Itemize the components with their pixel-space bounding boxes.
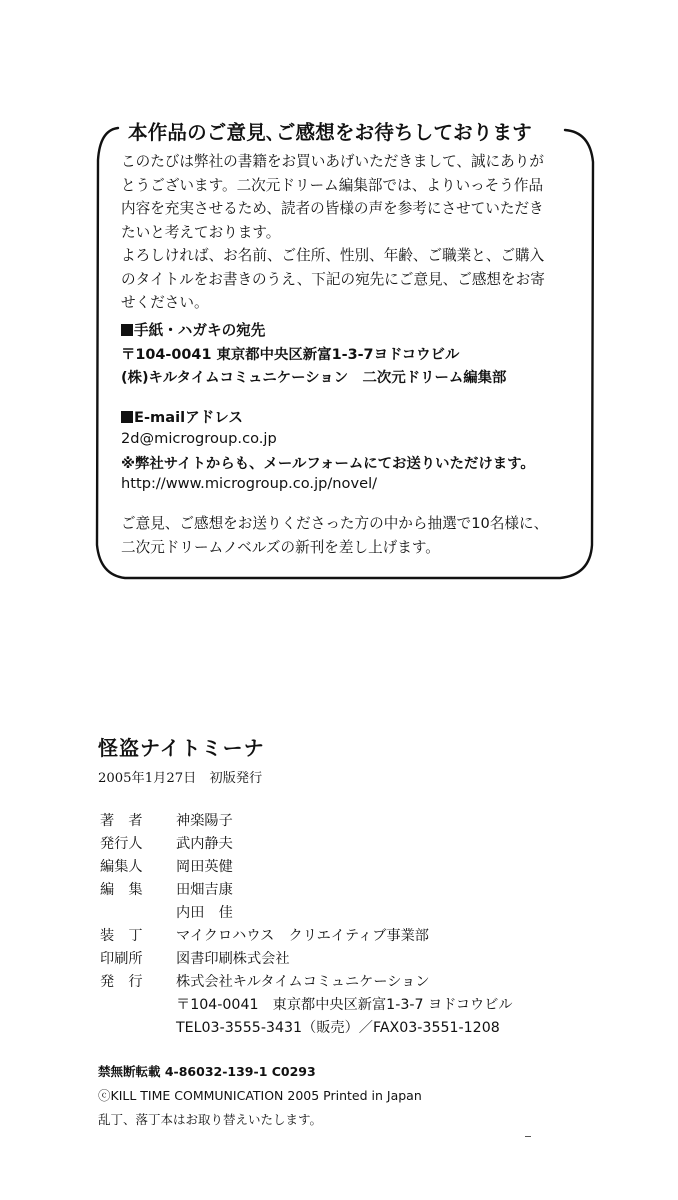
intro-line: このたびは弊社の書籍をお買いあげいただきまして、誠にありが — [121, 153, 544, 170]
credit-value: マイクロハウス クリエイティブ事業部 — [176, 928, 429, 944]
intro-line: とうございます。二次元ドリーム編集部では、よりいっそう作品 — [121, 176, 544, 194]
intro-line: のタイトルをお書きのうえ、下記の宛先にご意見、ご感想をお寄 — [121, 270, 545, 288]
email-heading — [121, 406, 243, 427]
mail-company: (株)キルタイムコミュニケーション 二次元ドリーム編集部 — [121, 370, 507, 386]
intro-line: たいと考えております。 — [121, 223, 281, 241]
credit-value: 武内静夫 — [176, 836, 233, 852]
square-bullet-icon — [121, 411, 133, 423]
website-url: http://www.microgroup.co.jp/novel/ — [121, 475, 378, 492]
lottery-note — [121, 512, 548, 559]
intro-line: せください。 — [121, 294, 209, 311]
credit-value: TEL03-3555-3431（販売）／FAX03-3551-1208 — [176, 1020, 500, 1036]
mail-address: 〒104-0041 東京都中央区新富1-3-7ヨドコウビル — [121, 347, 460, 363]
credit-label: 著 者 — [100, 813, 143, 829]
book-title: 怪盗ナイトミーナ — [98, 736, 265, 760]
mail-heading — [121, 319, 265, 340]
credit-value: 内田 佳 — [176, 905, 233, 921]
credit-value: 田畑吉康 — [176, 882, 233, 898]
credit-label: 装 丁 — [100, 928, 143, 944]
email-note: ※弊社サイトからも、メールフォームにてお送りいただけます。 — [121, 456, 535, 472]
mail-heading-label: 手紙・ハガキの宛先 — [134, 322, 266, 339]
credit-value: 株式会社キルタイムコミュニケーション — [176, 974, 430, 990]
credit-label: 発行人 — [100, 836, 143, 852]
scan-dot — [525, 1136, 531, 1137]
credit-value: 岡田英健 — [176, 859, 233, 875]
feedback-intro — [121, 150, 545, 315]
intro-line: 内容を充実させるため、読者の皆様の声を参考にさせていただき — [121, 200, 544, 217]
lottery-line: ご意見、ご感想をお送りくださった方の中から抽選で10名様に、 — [121, 515, 549, 532]
email-address: 2d@microgroup.co.jp — [121, 430, 277, 447]
credit-value: 神楽陽子 — [176, 813, 233, 829]
square-bullet-icon — [121, 324, 133, 336]
email-heading-label: E-mailアドレス — [134, 409, 244, 426]
intro-line: よろしければ、お名前、ご住所、性別、年齢、ご職業と、ご購入 — [121, 247, 545, 264]
feedback-title: 本作品のご意見､ご感想をお待ちしております — [122, 117, 538, 145]
credit-label: 編集人 — [100, 859, 143, 875]
replacement-note: 乱丁、落丁本はお取り替えいたします。 — [98, 1112, 323, 1127]
publish-date: 2005年1月27日 初版発行 — [98, 771, 263, 786]
isbn-line: 禁無断転載 4-86032-139-1 C0293 — [98, 1064, 316, 1079]
credit-value: 〒104-0041 東京都中央区新富1-3-7 ヨドコウビル — [176, 997, 513, 1013]
credit-label: 発 行 — [100, 974, 143, 990]
credit-label: 編 集 — [100, 882, 143, 898]
lottery-line: 二次元ドリームノベルズの新刊を差し上げます。 — [121, 538, 440, 556]
credit-value: 図書印刷株式会社 — [176, 951, 290, 967]
credit-label: 印刷所 — [100, 951, 143, 967]
copyright-line: ⓒKILL TIME COMMUNICATION 2005 Printed in Japan — [98, 1088, 422, 1103]
